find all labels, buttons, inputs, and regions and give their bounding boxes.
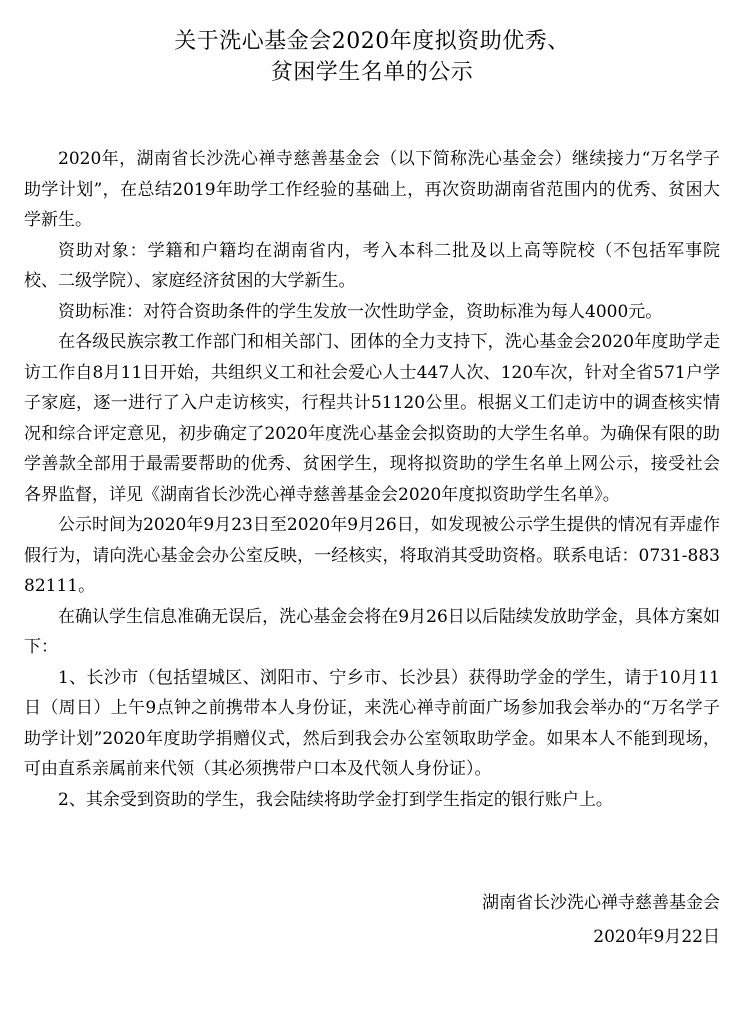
signature-organization: 湖南省长沙洗心禅寺慈善基金会 (482, 893, 720, 913)
paragraph-visits: 在各级民族宗教工作部门和相关部门、团体的全力支持下，洗心基金会2020年度助学走访工作自8月11日开始，共组织义工和社会爱心人士447人次、120车次，针对全省571户学子家庭，逐一进行了入户走访核实，行程共计51120公里。根据义工们走访中的调查核实情况和综合评定意见，初步确定了2020年度洗心基金会拟资助的大学生名单。为确保有限的助学善款全部用于最需要帮助的优秀、贫困学生，现将拟资助的学生名单上网公示，接受社会各界监督，详见《湖南省长沙洗心禅寺慈善基金会2020年度拟资助学生名单》。 (24, 332, 720, 505)
notice-body (24, 144, 720, 815)
paragraph-intro: 2020年，湖南省长沙洗心禅寺慈善基金会（以下简称洗心基金会）继续接力“万名学子助学计划”，在总结2019年助学工作经验的基础上，再次资助湖南省范围内的优秀、贫困大学新生。 (24, 149, 720, 230)
paragraph-other-students: 2、其余受到资助的学生，我会陆续将助学金打到学生指定的银行账户上。 (58, 789, 613, 810)
paragraph-distribution: 在确认学生信息准确无误后，洗心基金会将在9月26日以后陆续发放助学金，具体方案如下： (24, 606, 720, 657)
paragraph-changsha-students: 1、长沙市（包括望城区、浏阳市、宁乡市、长沙县）获得助学金的学生，请于10月11日（周日）上午9点钟之前携带本人身份证，来洗心禅寺前面广场参加我会举办的“万名学子助学计划”2020年度助学捐赠仪式，然后到我会办公室领取助学金。如果本人不能到现场，可由直系亲属前来代领（其必须携带户口本及代领人身份证）。 (24, 667, 720, 779)
paragraph-eligibility: 资助对象：学籍和户籍均在湖南省内，考入本科二批及以上高等院校（不包括军事院校、二级学院）、家庭经济贫困的大学新生。 (24, 240, 720, 291)
title-line-1: 关于洗心基金会2020年度拟资助优秀、 (174, 29, 570, 54)
signature-date: 2020年9月22日 (593, 927, 720, 947)
page-title (24, 26, 720, 88)
paragraph-publicity-period: 公示时间为2020年9月23日至2020年9月26日，如发现被公示学生提供的情况有弄虚作假行为，请向洗心基金会办公室反映，一经核实，将取消其受助资格。联系电话：0731-88382111。 (24, 515, 720, 596)
title-line-2: 贫困学生名单的公示 (270, 60, 474, 85)
paragraph-standard: 资助标准：对符合资助条件的学生发放一次性助学金，资助标准为每人4000元。 (58, 301, 663, 322)
